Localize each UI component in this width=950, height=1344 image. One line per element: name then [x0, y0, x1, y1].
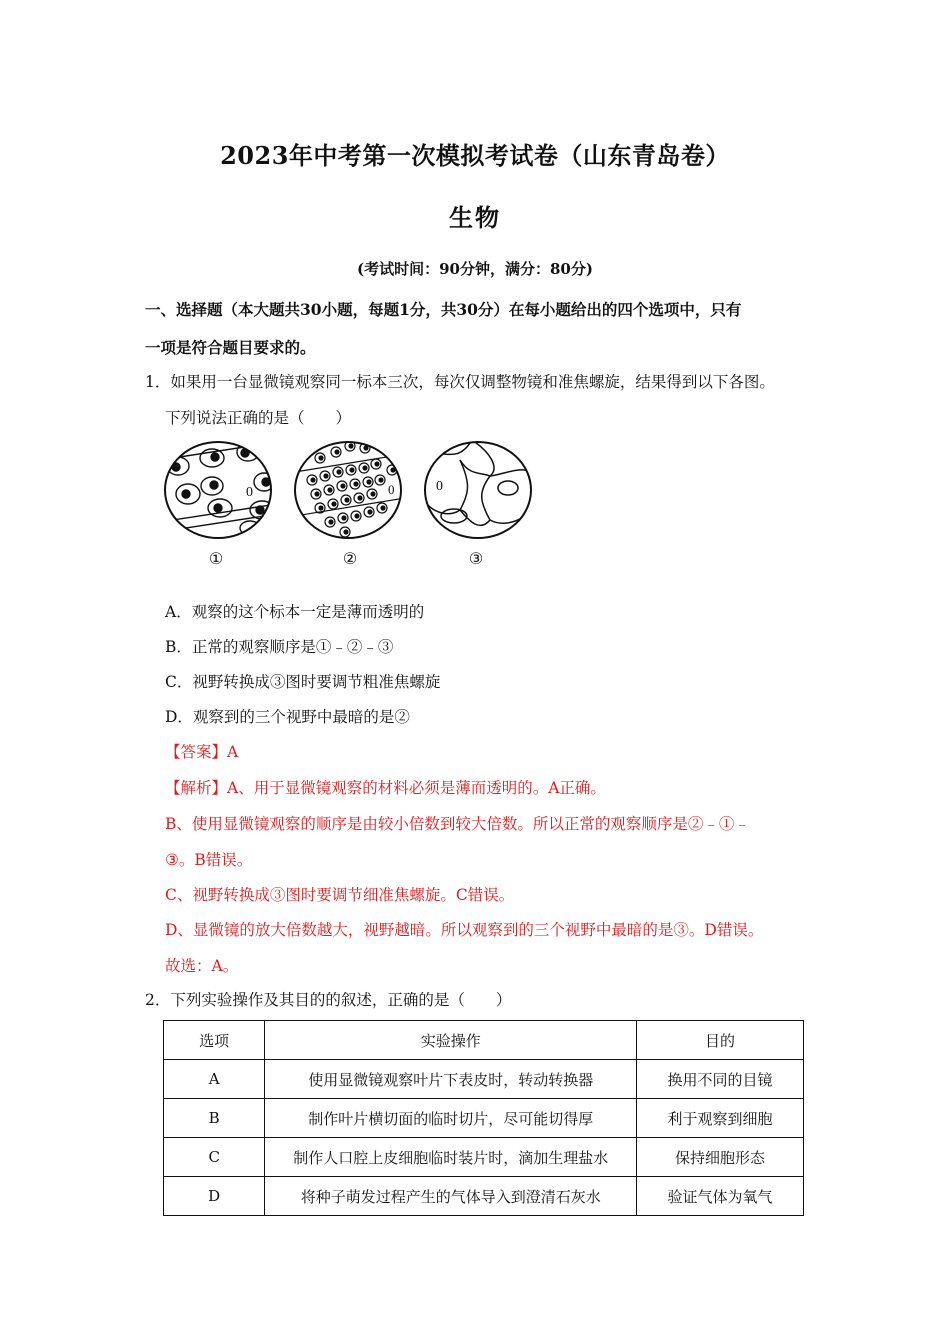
table-row: [164, 1177, 804, 1216]
table-header-row: [164, 1021, 804, 1060]
q1-stem-line1: 1．如果用一台显微镜观察同一标本三次，每次仅调整物镜和准焦螺旋，结果得到以下各图。: [145, 373, 775, 391]
section-heading-line1: 一、选择题（本大题共30小题，每题1分，共30分）在每小题给出的四个选项中，只有: [145, 300, 742, 319]
table-cell: C: [164, 1138, 265, 1177]
table-row: [164, 1060, 804, 1099]
table-cell: 将种子萌发过程产生的气体导入到澄清石灰水: [265, 1177, 637, 1216]
field-1-marker: 0: [246, 485, 253, 500]
table-cell: 使用显微镜观察叶片下表皮时，转动转换器: [265, 1060, 637, 1099]
q1-option-d: D．观察到的三个视野中最暗的是②: [165, 708, 410, 726]
table-cell: 保持细胞形态: [637, 1138, 804, 1177]
q1-stem-line2: 下列说法正确的是（ ）: [165, 409, 352, 427]
q1-analysis-line2: B、使用显微镜观察的顺序是由较小倍数到较大倍数。所以正常的观察顺序是②﹣①﹣: [165, 815, 750, 833]
q2-stem: 2．下列实验操作及其目的的叙述，正确的是（ ）: [145, 991, 512, 1009]
q1-option-a: A．观察的这个标本一定是薄而透明的: [165, 603, 425, 621]
field-3: [425, 440, 532, 538]
subject-title: 生物: [449, 203, 501, 232]
page-title: 2023年中考第一次模拟考试卷（山东青岛卷）: [220, 141, 730, 170]
exam-info: (考试时间：90分钟，满分：80分): [357, 260, 593, 278]
table-cell: D: [164, 1177, 265, 1216]
q1-answer: 【答案】A: [165, 743, 239, 761]
figure-label-3: ③: [468, 549, 484, 568]
q1-analysis-line4: C、视野转换成③图时要调节细准焦螺旋。C错误。: [165, 886, 515, 904]
q1-analysis-line5: D、显微镜的放大倍数越大，视野越暗。所以观察到的三个视野中最暗的是③。D错误。: [165, 921, 764, 939]
table-row: [164, 1099, 804, 1138]
q1-analysis-line3: ③。B错误。: [165, 851, 253, 869]
field-2: [295, 441, 405, 538]
table-header-cell: 目的: [637, 1021, 804, 1060]
microscope-fields-figure: [160, 432, 550, 572]
field-3-marker: 0: [436, 479, 443, 494]
figure-label-1: ①: [208, 549, 224, 568]
table-header-cell: 选项: [164, 1021, 265, 1060]
table-cell: 验证气体为氧气: [637, 1177, 804, 1216]
field-2-marker: 0: [388, 482, 395, 497]
q1-option-b: B．正常的观察顺序是①﹣②﹣③: [165, 638, 394, 656]
table-cell: B: [164, 1099, 265, 1138]
section-heading-line2: 一项是符合题目要求的。: [145, 338, 316, 357]
table-row: [164, 1138, 804, 1177]
table-cell: A: [164, 1060, 265, 1099]
table-cell: 制作人口腔上皮细胞临时装片时，滴加生理盐水: [265, 1138, 637, 1177]
table-cell: 制作叶片横切面的临时切片，尽可能切得厚: [265, 1099, 637, 1138]
table-cell: 换用不同的目镜: [637, 1060, 804, 1099]
q1-analysis-line6: 故选：A。: [165, 957, 239, 975]
q2-table: [163, 1020, 804, 1216]
field-1: [160, 440, 290, 538]
q1-option-c: C．视野转换成③图时要调节粗准焦螺旋: [165, 673, 441, 691]
q1-analysis-line1: 【解析】A、用于显微镜观察的材料必须是薄而透明的。A正确。: [165, 779, 606, 797]
figure-label-2: ②: [342, 549, 358, 568]
table-header-cell: 实验操作: [265, 1021, 637, 1060]
table-cell: 利于观察到细胞: [637, 1099, 804, 1138]
